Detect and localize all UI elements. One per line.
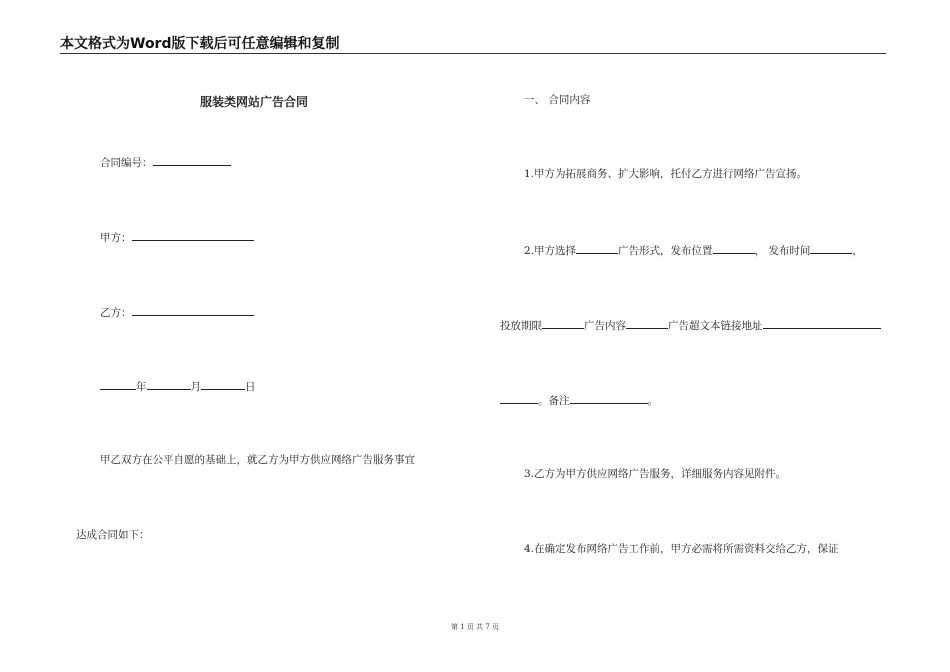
year-label: 年 bbox=[136, 381, 147, 393]
clause-1: 1.甲方为拓展商务、扩大影响，托付乙方进行网络广告宣扬。 bbox=[524, 168, 808, 180]
clause-2-text-h: 。备注 bbox=[538, 395, 570, 407]
clause-2-text-e: 投放期限 bbox=[500, 320, 542, 332]
clause-2-line3 bbox=[500, 392, 658, 408]
date-line bbox=[100, 378, 256, 394]
clause-2-text-g: 广告超文本链接地址 bbox=[668, 320, 763, 332]
contract-number-label: 合同编号： bbox=[100, 157, 153, 169]
ad-form-blank[interactable] bbox=[576, 242, 618, 254]
day-blank[interactable] bbox=[201, 378, 245, 390]
remark-blank[interactable] bbox=[570, 392, 648, 404]
intro-paragraph-line2: 达成合同如下： bbox=[76, 529, 150, 541]
month-blank[interactable] bbox=[147, 378, 191, 390]
clause-2-line1 bbox=[524, 242, 863, 258]
contract-title: 服装类网站广告合同 bbox=[200, 95, 309, 109]
party-a-label: 甲方： bbox=[100, 232, 132, 244]
publish-position-blank[interactable] bbox=[713, 242, 755, 254]
month-label: 月 bbox=[190, 381, 201, 393]
clause-4: 4.在确定发布网络广告工作前，甲方必需将所需资料交给乙方，保证 bbox=[524, 543, 839, 555]
intro-paragraph-line1: 甲乙双方在公平自愿的基础上，就乙方为甲方供应网络广告服务事宜 bbox=[100, 454, 415, 466]
party-a-blank[interactable] bbox=[132, 229, 254, 241]
header-divider bbox=[60, 53, 886, 54]
clause-2-text-d: ， bbox=[852, 245, 863, 257]
clause-2-line2 bbox=[500, 317, 881, 333]
clause-2-text-f: 广告内容 bbox=[584, 320, 626, 332]
clause-2-text-a: 2.甲方选择 bbox=[524, 245, 577, 257]
party-b-label: 乙方： bbox=[100, 307, 132, 319]
ad-content-blank[interactable] bbox=[626, 317, 668, 329]
day-label: 日 bbox=[245, 381, 256, 393]
party-b-blank[interactable] bbox=[132, 304, 254, 316]
contract-number-line bbox=[100, 154, 231, 170]
hyperlink-blank[interactable] bbox=[763, 317, 881, 329]
year-blank[interactable] bbox=[100, 378, 136, 390]
section-heading: 一、 合同内容 bbox=[524, 94, 591, 106]
clause-2-text-c: ， 发布时间 bbox=[754, 245, 811, 257]
duration-blank[interactable] bbox=[542, 317, 584, 329]
clause-2-text-b: 广告形式，发布位置 bbox=[618, 245, 713, 257]
party-a-line bbox=[100, 229, 254, 245]
document-header: 本文格式为Word版下载后可任意编辑和复制 bbox=[60, 36, 340, 52]
clause-3: 3.乙方为甲方供应网络广告服务，详细服务内容见附件。 bbox=[524, 468, 787, 480]
clause-2-text-i: 。 bbox=[647, 395, 658, 407]
remark-prefix-blank[interactable] bbox=[500, 392, 538, 404]
contract-number-blank[interactable] bbox=[153, 154, 231, 166]
publish-time-blank[interactable] bbox=[810, 242, 852, 254]
party-b-line bbox=[100, 304, 254, 320]
page-number-footer: 第 1 页 共 7 页 bbox=[450, 623, 500, 631]
